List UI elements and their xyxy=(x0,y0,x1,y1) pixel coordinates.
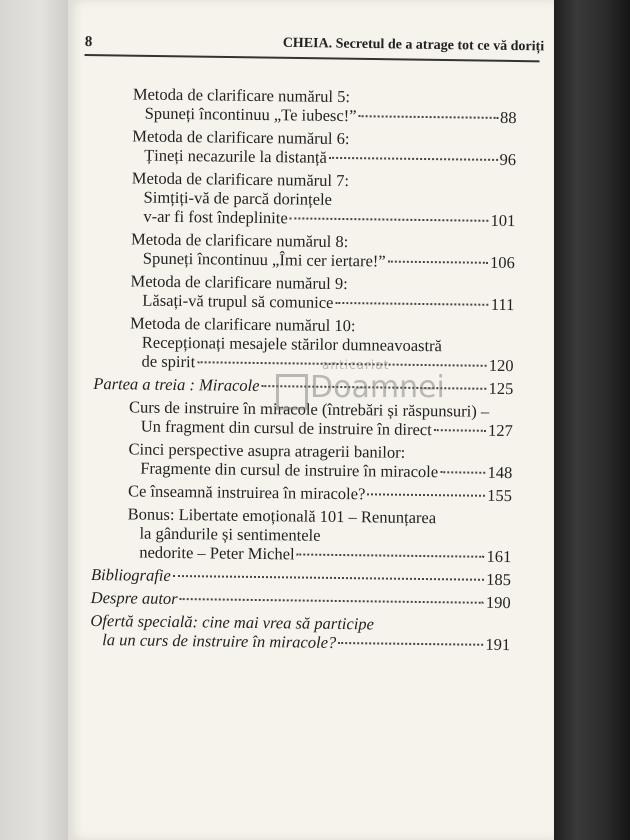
toc-entry-page-number: 96 xyxy=(499,149,517,170)
toc-entry-line: Simțiți-vă de parcă dorințele xyxy=(143,187,333,209)
toc-entry-last-line xyxy=(131,206,515,230)
toc-entry-page-number: 101 xyxy=(490,210,516,231)
dot-leader xyxy=(440,471,485,474)
toc-entry-title: de spirit xyxy=(141,351,196,372)
toc-entry-last-line xyxy=(133,103,517,127)
toc-entry-last-line xyxy=(130,290,514,314)
toc-entry xyxy=(92,439,512,482)
dot-leader xyxy=(329,157,498,161)
dot-leader xyxy=(297,553,485,557)
toc-entry xyxy=(90,611,510,654)
dot-leader xyxy=(388,261,488,264)
toc-entry-line: Cinci perspective asupra atragerii banilor: xyxy=(128,439,406,462)
toc-entry-title: Bibliografie xyxy=(90,564,171,585)
toc-entry-page-number: 190 xyxy=(485,592,511,613)
toc-entry-line: Metoda de clarificare numărul 6: xyxy=(132,126,350,149)
toc-entry-page-number: 127 xyxy=(487,420,513,441)
toc-entry-title: Partea a treia : Miracole xyxy=(93,373,260,396)
toc-entry-last-line xyxy=(127,542,511,566)
toc-entry xyxy=(91,504,512,566)
toc-entry xyxy=(95,229,515,272)
toc-entry-page-number: 155 xyxy=(487,485,513,506)
toc-entry-title: nedorite – Peter Michel xyxy=(139,542,295,564)
toc-entry-title: Un fragment din cursul de instruire în direct xyxy=(140,416,432,440)
toc-entry-line: Metoda de clarificare numărul 7: xyxy=(131,168,350,191)
watermark-big-text: Doamnei xyxy=(310,370,445,405)
toc-entry-title: Spuneți încontinuu „Te iubesc!” xyxy=(144,103,357,126)
dot-leader xyxy=(359,115,499,119)
toc-entry xyxy=(97,84,517,127)
toc-entry-line: Metoda de clarificare numărul 9: xyxy=(130,271,348,294)
toc-entry-title: Despre autor xyxy=(90,587,178,609)
dot-leader xyxy=(335,302,488,306)
next-page-edge xyxy=(554,0,630,840)
toc-entry-page-number: 120 xyxy=(488,355,514,376)
toc-entry-title: Țineți necazurile la distanță xyxy=(144,145,328,167)
dot-leader xyxy=(180,598,484,604)
toc-entry-title: v-ar fi fost îndeplinite xyxy=(143,206,288,228)
toc-entry-line: Recepționați mesajele stărilor dumneavoastră xyxy=(141,332,443,356)
toc-entry-page-number: 106 xyxy=(489,252,515,273)
toc-entry-title: la un curs de instruire în miracole? xyxy=(102,630,337,652)
toc-entry-line: Curs de instruire în miracole (întrebări și răspunsuri) – xyxy=(128,397,490,421)
toc-entry-page-number: 125 xyxy=(488,378,514,399)
toc-entry-page-number: 111 xyxy=(490,294,515,315)
toc-entry-line: Ofertă specială: cine mai vrea să participe xyxy=(90,610,375,634)
toc-entry-last-line xyxy=(91,588,511,612)
toc-entry-page-number: 88 xyxy=(500,107,517,128)
running-title: CHEIA. Secretul de a atrage tot ce vă doriți xyxy=(282,35,545,55)
toc-entry-last-line xyxy=(128,458,512,482)
toc-entry xyxy=(92,481,512,505)
page-header xyxy=(85,24,545,60)
toc-entry-page-number: 148 xyxy=(487,462,513,483)
dot-leader xyxy=(434,429,486,432)
dot-leader xyxy=(367,493,485,496)
toc-entry xyxy=(95,168,516,230)
toc-entry xyxy=(91,565,511,589)
toc-entry-title: Spuneți încontinuu „Îmi cer iertare!” xyxy=(142,248,386,271)
toc-entry-line: Metoda de clarificare numărul 10: xyxy=(129,313,356,336)
toc-entry-title: Ce înseamnă instruirea în miracole? xyxy=(127,481,366,504)
book-spine-shadow xyxy=(0,0,68,840)
toc-entry-last-line xyxy=(131,248,515,272)
page-number: 8 xyxy=(84,33,93,51)
toc-entry-last-line xyxy=(132,145,516,169)
toc-entry-last-line xyxy=(91,565,511,589)
watermark xyxy=(258,358,445,418)
watermark-logo-icon xyxy=(276,374,308,410)
toc-entry-title: Fragmente din cursul de instruire în miracole xyxy=(140,458,439,482)
toc-entry-last-line xyxy=(128,481,512,505)
dot-leader xyxy=(338,642,483,646)
toc-entry-page-number: 161 xyxy=(486,546,512,567)
toc-entry-line: la gândurile și sentimentele xyxy=(139,523,321,545)
toc-entry-line: Metoda de clarificare numărul 8: xyxy=(130,229,349,252)
dot-leader xyxy=(173,575,485,581)
toc-entry xyxy=(96,126,516,169)
toc-entry-line: Metoda de clarificare numărul 5: xyxy=(132,84,351,107)
toc-entry xyxy=(94,271,514,314)
toc-entry-last-line xyxy=(90,630,510,654)
watermark-small-text: anticariat xyxy=(322,358,390,372)
toc-entry-page-number: 185 xyxy=(486,569,512,590)
toc-entry xyxy=(91,588,511,612)
toc-entry-title: Lăsați-vă trupul să comunice xyxy=(142,290,334,312)
toc-entry-page-number: 191 xyxy=(485,634,511,655)
toc-entry-line: Bonus: Libertate emoțională 101 – Renunțarea xyxy=(127,504,437,528)
dot-leader xyxy=(290,217,489,221)
